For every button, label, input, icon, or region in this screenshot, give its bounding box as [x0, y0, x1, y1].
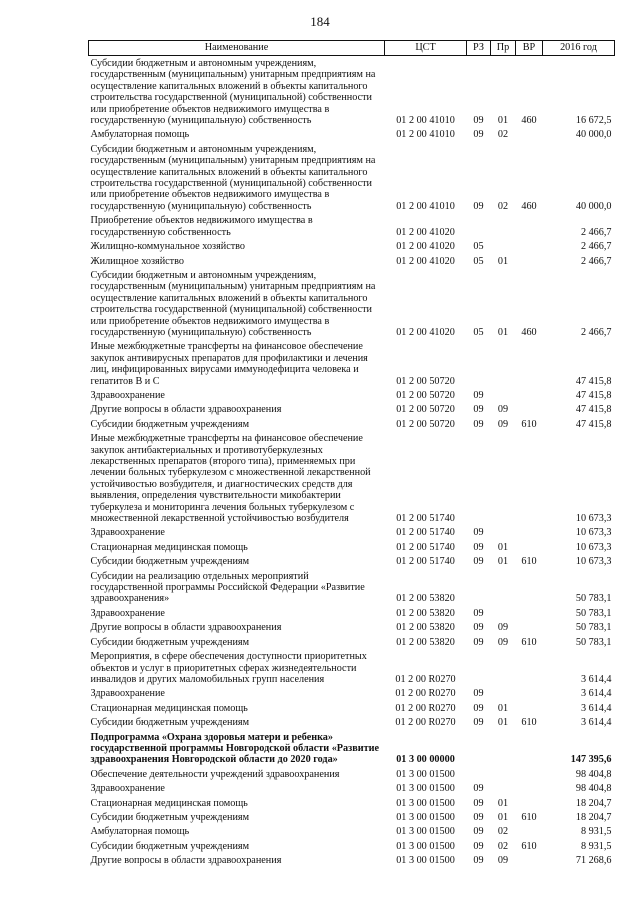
cell-rz: 09 — [473, 840, 484, 852]
cell-amount: 40 000,0 — [575, 129, 612, 141]
cell-amount: 98 404,8 — [575, 783, 612, 795]
cell-pr: 02 — [497, 129, 509, 141]
cell-vr — [516, 388, 543, 402]
table-row — [89, 239, 615, 253]
cell-pr — [491, 239, 516, 253]
cell-name: Здравоохранение — [90, 783, 165, 795]
cell-rz: 05 — [473, 255, 484, 267]
cell-name: Другие вопросы в области здравоохранения — [90, 622, 282, 634]
cell-pr — [491, 686, 516, 700]
cell-rz — [467, 431, 491, 525]
cell-name: Субсидии бюджетным и автономным учреждениям, государственным (муниципальным) унитарным предприятиям на осуществление капитальных вложений в объекты капитального строительства государственной (муниципальной) собственности или приобретение объектов недвижимого имущества в государственную (муниципальную) собственность — [90, 143, 376, 212]
cell-rz: 09 — [473, 404, 484, 416]
table-row — [89, 540, 615, 554]
cell-name: Жилищное хозяйство — [90, 255, 184, 267]
table-row — [89, 715, 615, 729]
table-row — [89, 796, 615, 810]
cell-code: 01 2 00 41020 — [396, 255, 455, 267]
table-row — [89, 701, 615, 715]
cell-vr — [516, 127, 543, 141]
table-row — [89, 853, 615, 867]
cell-pr: 02 — [497, 840, 509, 852]
cell-pr — [491, 649, 516, 686]
header-rz: РЗ — [467, 41, 491, 56]
cell-code: 01 2 00 41020 — [396, 226, 455, 238]
cell-code: 01 2 00 41020 — [396, 241, 455, 253]
cell-rz: 09 — [473, 129, 484, 141]
table-row — [89, 417, 615, 431]
cell-vr — [516, 540, 543, 554]
cell-code: 01 2 00 41010 — [396, 129, 455, 141]
cell-amount: 10 673,3 — [575, 541, 612, 553]
cell-vr — [516, 402, 543, 416]
cell-name: Стационарная медицинская помощь — [90, 702, 248, 714]
table-row — [89, 620, 615, 634]
cell-rz: 09 — [473, 702, 484, 714]
cell-amount: 10 673,3 — [575, 527, 612, 539]
cell-pr — [491, 781, 516, 795]
cell-pr: 01 — [497, 255, 509, 267]
cell-pr: 09 — [497, 636, 509, 648]
cell-pr: 09 — [497, 622, 509, 634]
cell-code: 01 2 00 51740 — [396, 513, 455, 525]
cell-rz — [467, 767, 491, 781]
cell-rz: 09 — [473, 855, 484, 867]
table-row — [89, 569, 615, 606]
table-row — [89, 649, 615, 686]
cell-amount: 16 672,5 — [575, 115, 612, 127]
cell-code: 01 2 00 41010 — [396, 200, 455, 212]
cell-vr — [516, 781, 543, 795]
cell-pr: 02 — [497, 200, 509, 212]
cell-vr: 460 — [521, 326, 537, 338]
cell-name: Субсидии бюджетным учреждениям — [90, 811, 250, 823]
cell-name: Здравоохранение — [90, 688, 165, 700]
cell-pr — [491, 730, 516, 767]
cell-amount: 47 415,8 — [575, 375, 612, 387]
cell-name: Стационарная медицинская помощь — [90, 797, 248, 809]
cell-name: Мероприятия, в сфере обеспечения доступности приоритетных объектов и услуг в приоритетных сферах жизнедеятельности инвалидов и других маломобильных групп населения — [90, 651, 367, 685]
cell-vr — [516, 620, 543, 634]
cell-rz — [467, 339, 491, 388]
cell-amount: 2 466,7 — [580, 241, 612, 253]
cell-vr: 610 — [521, 811, 537, 823]
cell-name: Здравоохранение — [90, 389, 165, 401]
cell-name: Здравоохранение — [90, 527, 165, 539]
cell-code: 01 3 00 01500 — [396, 783, 455, 795]
cell-code: 01 2 00 50720 — [396, 418, 455, 430]
cell-vr: 610 — [521, 636, 537, 648]
cell-amount: 2 466,7 — [580, 326, 612, 338]
cell-pr: 09 — [497, 855, 509, 867]
table-body — [89, 56, 615, 868]
table-row — [89, 402, 615, 416]
cell-code: 01 2 00 41020 — [396, 326, 455, 338]
cell-name: Иные межбюджетные трансферты на финансовое обеспечение закупок антибактериальных и противотуберкулезных лекарственных препаратов (второго типа), применяемых при лечении больных туберкулезом с множественной лекарственной устойчивостью возбудителя, и диагностических средств для выявления, определения чувствительности микобактерии туберкулеза и мониторинга лечения больных туберкулезом с множественной лекарственной устойчивостью возбудителя — [90, 433, 371, 525]
cell-pr — [491, 525, 516, 539]
cell-amount: 47 415,8 — [575, 389, 612, 401]
cell-rz — [467, 649, 491, 686]
cell-code: 01 2 00 51740 — [396, 556, 455, 568]
cell-name: Амбулаторная помощь — [90, 129, 190, 141]
cell-pr — [491, 767, 516, 781]
cell-name: Амбулаторная помощь — [90, 826, 190, 838]
table-row — [89, 127, 615, 141]
cell-amount: 98 404,8 — [575, 768, 612, 780]
table-row — [89, 339, 615, 388]
cell-amount: 3 614,4 — [580, 717, 612, 729]
cell-code: 01 2 00 41010 — [396, 115, 455, 127]
header-vr: ВР — [516, 41, 543, 56]
cell-vr — [516, 431, 543, 525]
cell-vr — [516, 569, 543, 606]
cell-rz: 09 — [473, 418, 484, 430]
cell-pr: 01 — [497, 797, 509, 809]
cell-code: 01 2 00 R0270 — [395, 673, 456, 685]
cell-name: Жилищно-коммунальное хозяйство — [90, 241, 246, 253]
table-row — [89, 142, 615, 213]
cell-vr — [516, 239, 543, 253]
cell-vr: 460 — [521, 200, 537, 212]
cell-rz: 09 — [473, 636, 484, 648]
header-name: Наименование — [89, 41, 385, 56]
cell-amount: 10 673,3 — [575, 513, 612, 525]
page-number: 184 — [310, 14, 330, 29]
cell-rz: 09 — [473, 200, 484, 212]
cell-code: 01 3 00 01500 — [396, 826, 455, 838]
cell-rz: 09 — [473, 556, 484, 568]
table-row — [89, 388, 615, 402]
cell-amount: 47 415,8 — [575, 418, 612, 430]
cell-rz: 05 — [473, 241, 484, 253]
cell-vr — [516, 213, 543, 239]
cell-rz: 09 — [473, 688, 484, 700]
cell-name: Субсидии бюджетным и автономным учреждениям, государственным (муниципальным) унитарным предприятиям на осуществление капитальных вложений в объекты капитального строительства государственной (муниципальной) собственности или приобретение объектов недвижимого имущества в государственную (муниципальную) собственность — [90, 269, 376, 338]
cell-code: 01 2 00 51740 — [396, 541, 455, 553]
cell-pr: 01 — [497, 702, 509, 714]
table-header — [89, 41, 615, 56]
cell-vr — [516, 525, 543, 539]
table-row — [89, 781, 615, 795]
cell-vr — [516, 767, 543, 781]
cell-rz: 09 — [473, 622, 484, 634]
cell-code: 01 3 00 01500 — [396, 811, 455, 823]
cell-amount: 2 466,7 — [580, 226, 612, 238]
cell-vr — [516, 339, 543, 388]
cell-amount: 71 268,6 — [575, 855, 612, 867]
cell-pr: 01 — [497, 717, 509, 729]
cell-rz: 09 — [473, 527, 484, 539]
cell-rz — [467, 213, 491, 239]
cell-code: 01 3 00 01500 — [396, 840, 455, 852]
cell-vr — [516, 649, 543, 686]
cell-pr: 01 — [497, 326, 509, 338]
cell-name: Субсидии бюджетным и автономным учреждениям, государственным (муниципальным) унитарным предприятиям на осуществление капитальных вложений в объекты капитального строительства государственной (муниципальной) собственности или приобретение объектов недвижимого имущества в государственную (муниципальную) собственность — [90, 58, 376, 127]
cell-code: 01 2 00 53820 — [396, 636, 455, 648]
cell-amount: 3 614,4 — [580, 673, 612, 685]
cell-name: Приобретение объектов недвижимого имущества в государственную собственность — [90, 215, 313, 238]
cell-pr: 02 — [497, 826, 509, 838]
cell-rz: 09 — [473, 826, 484, 838]
table-row — [89, 254, 615, 268]
cell-name: Иные межбюджетные трансферты на финансовое обеспечение закупок антивирусных препаратов для профилактики и лечения лиц, инфицированных вирусами иммунодефицита человека и гепатитов В и С — [90, 341, 368, 387]
cell-code: 01 3 00 01500 — [396, 855, 455, 867]
header-year: 2016 год — [543, 41, 615, 56]
budget-table — [88, 40, 615, 868]
cell-code: 01 2 00 50720 — [396, 375, 455, 387]
table-row — [89, 824, 615, 838]
cell-pr: 09 — [497, 418, 509, 430]
cell-pr: 09 — [497, 404, 509, 416]
cell-amount: 3 614,4 — [580, 702, 612, 714]
cell-pr — [491, 431, 516, 525]
cell-code: 01 2 00 50720 — [396, 404, 455, 416]
cell-rz: 09 — [473, 115, 484, 127]
cell-vr — [516, 853, 543, 867]
cell-amount: 10 673,3 — [575, 556, 612, 568]
cell-name: Субсидии на реализацию отдельных мероприятий государственной программы Российской Федерации «Развитие здравоохранения» — [90, 570, 365, 605]
cell-code: 01 2 00 51740 — [396, 527, 455, 539]
cell-code: 01 2 00 50720 — [396, 389, 455, 401]
cell-pr — [491, 388, 516, 402]
cell-code: 01 2 00 53820 — [396, 622, 455, 634]
table-row — [89, 810, 615, 824]
table-row — [89, 56, 615, 128]
cell-vr: 610 — [521, 418, 537, 430]
cell-vr — [516, 796, 543, 810]
table-row — [89, 730, 615, 767]
cell-amount: 40 000,0 — [575, 200, 612, 212]
cell-vr — [516, 824, 543, 838]
cell-code: 01 3 00 00000 — [396, 754, 455, 766]
cell-amount: 3 614,4 — [580, 688, 612, 700]
cell-vr — [516, 254, 543, 268]
cell-pr — [491, 339, 516, 388]
cell-amount: 50 783,1 — [575, 607, 612, 619]
cell-name: Субсидии бюджетным учреждениям — [90, 556, 250, 568]
cell-vr — [516, 686, 543, 700]
cell-code: 01 3 00 01500 — [396, 797, 455, 809]
cell-name: Стационарная медицинская помощь — [90, 541, 248, 553]
cell-pr — [491, 213, 516, 239]
table-row — [89, 554, 615, 568]
cell-amount: 50 783,1 — [575, 593, 612, 605]
cell-pr — [491, 606, 516, 620]
cell-pr: 01 — [497, 556, 509, 568]
cell-code: 01 2 00 R0270 — [395, 688, 456, 700]
cell-rz: 05 — [473, 326, 484, 338]
cell-code: 01 2 00 53820 — [396, 607, 455, 619]
cell-rz: 09 — [473, 797, 484, 809]
header-code: ЦСТ — [385, 41, 467, 56]
cell-name: Здравоохранение — [90, 607, 165, 619]
cell-rz: 09 — [473, 541, 484, 553]
cell-name: Обеспечение деятельности учреждений здравоохранения — [90, 768, 340, 780]
cell-rz: 09 — [473, 389, 484, 401]
header-pr: Пр — [491, 41, 516, 56]
cell-vr — [516, 606, 543, 620]
table-row — [89, 606, 615, 620]
cell-pr: 01 — [497, 811, 509, 823]
cell-vr — [516, 701, 543, 715]
table-row — [89, 686, 615, 700]
cell-amount: 50 783,1 — [575, 636, 612, 648]
cell-name: Подпрограмма «Охрана здоровья матери и ребенка» государственной программы Новгородской области «Развитие здравоохранения Новгородской области до 2020 года» — [90, 731, 379, 766]
cell-amount: 47 415,8 — [575, 404, 612, 416]
cell-amount: 50 783,1 — [575, 622, 612, 634]
cell-rz: 09 — [473, 717, 484, 729]
cell-code: 01 2 00 R0270 — [395, 717, 456, 729]
cell-rz — [467, 569, 491, 606]
cell-name: Другие вопросы в области здравоохранения — [90, 404, 282, 416]
cell-vr: 460 — [521, 115, 537, 127]
cell-name: Субсидии бюджетным учреждениям — [90, 636, 250, 648]
cell-rz — [467, 730, 491, 767]
table-row — [89, 525, 615, 539]
cell-amount: 18 204,7 — [575, 811, 612, 823]
cell-pr: 01 — [497, 541, 509, 553]
cell-vr — [516, 730, 543, 767]
cell-vr: 610 — [521, 717, 537, 729]
cell-amount: 8 931,5 — [580, 840, 612, 852]
cell-code: 01 3 00 01500 — [396, 768, 455, 780]
table-row — [89, 767, 615, 781]
cell-rz: 09 — [473, 607, 484, 619]
cell-code: 01 2 00 53820 — [396, 593, 455, 605]
table-row — [89, 431, 615, 525]
cell-code: 01 2 00 R0270 — [395, 702, 456, 714]
cell-rz: 09 — [473, 783, 484, 795]
cell-amount: 147 395,6 — [570, 754, 612, 766]
table-row — [89, 268, 615, 339]
cell-vr: 610 — [521, 840, 537, 852]
cell-pr — [491, 569, 516, 606]
cell-amount: 8 931,5 — [580, 826, 612, 838]
table-row — [89, 839, 615, 853]
cell-vr: 610 — [521, 556, 537, 568]
cell-rz: 09 — [473, 811, 484, 823]
cell-amount: 2 466,7 — [580, 255, 612, 267]
cell-name: Субсидии бюджетным учреждениям — [90, 418, 250, 430]
cell-name: Другие вопросы в области здравоохранения — [90, 855, 282, 867]
cell-amount: 18 204,7 — [575, 797, 612, 809]
table-row — [89, 635, 615, 649]
cell-pr: 01 — [497, 115, 509, 127]
cell-name: Субсидии бюджетным учреждениям — [90, 717, 250, 729]
cell-name: Субсидии бюджетным учреждениям — [90, 840, 250, 852]
table-row — [89, 213, 615, 239]
